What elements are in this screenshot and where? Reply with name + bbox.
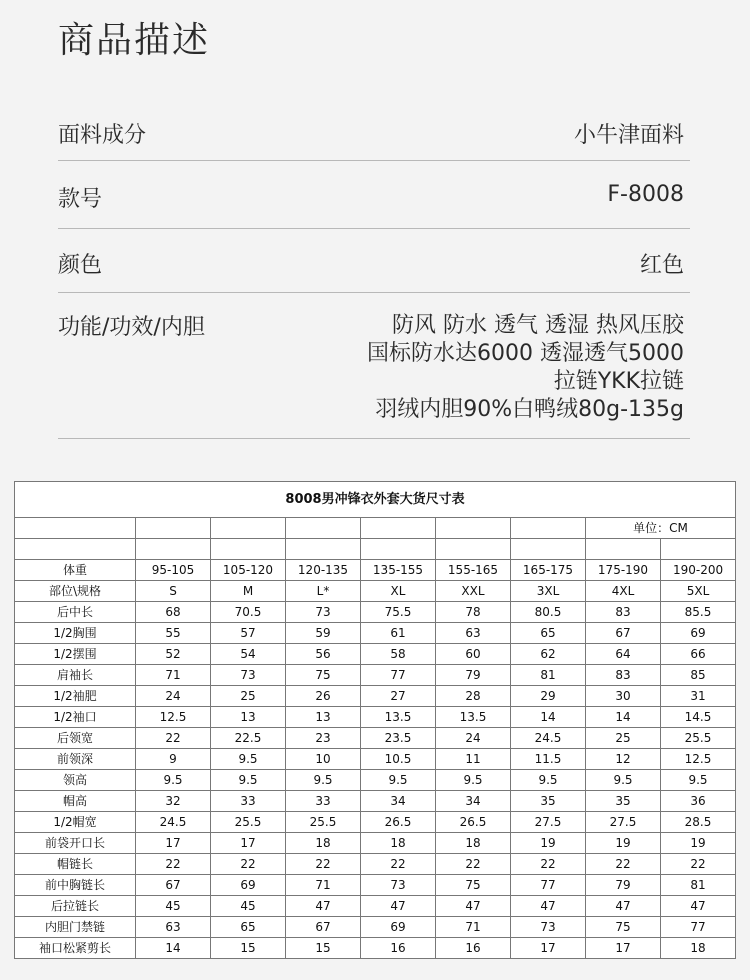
table-row <box>15 707 736 728</box>
measurement-value: 59 <box>286 623 361 644</box>
measurement-name: 1/2摆围 <box>15 644 136 665</box>
weight-row <box>15 560 736 581</box>
table-row <box>15 938 736 959</box>
measurement-value: 75 <box>586 917 661 938</box>
measurement-value: 33 <box>211 791 286 812</box>
empty-cell <box>136 518 211 539</box>
measurement-value: 35 <box>511 791 586 812</box>
measurement-value: 17 <box>136 833 211 854</box>
measurement-value: 9 <box>136 749 211 770</box>
measurement-value: 15 <box>211 938 286 959</box>
measurement-value: 22 <box>361 854 436 875</box>
measurement-value: 83 <box>586 602 661 623</box>
measurement-value: 64 <box>586 644 661 665</box>
function-line: 拉链YKK拉链 <box>553 369 684 394</box>
measurement-value: 19 <box>511 833 586 854</box>
measurement-value: 71 <box>436 917 511 938</box>
measurement-value: 68 <box>136 602 211 623</box>
measurement-value: 47 <box>436 896 511 917</box>
measurement-value: 32 <box>136 791 211 812</box>
measurement-value: 47 <box>586 896 661 917</box>
weight-cell: 165-175 <box>511 560 586 581</box>
table-row <box>15 812 736 833</box>
size-cell: XXL <box>436 581 511 602</box>
size-cell: M <box>211 581 286 602</box>
measurement-value: 16 <box>361 938 436 959</box>
measurement-value: 11 <box>436 749 511 770</box>
measurement-value: 69 <box>661 623 736 644</box>
size-cell: 5XL <box>661 581 736 602</box>
measurement-value: 12 <box>586 749 661 770</box>
empty-cell <box>15 518 136 539</box>
divider <box>58 228 690 229</box>
empty-cell <box>511 539 586 560</box>
size-cell: XL <box>361 581 436 602</box>
measurement-value: 27.5 <box>586 812 661 833</box>
table-row <box>15 770 736 791</box>
measurement-value: 45 <box>211 896 286 917</box>
empty-cell <box>361 518 436 539</box>
table-row <box>15 833 736 854</box>
measurement-name: 后领宽 <box>15 728 136 749</box>
measurement-value: 56 <box>286 644 361 665</box>
measurement-value: 67 <box>586 623 661 644</box>
empty-cell <box>211 539 286 560</box>
measurement-value: 26.5 <box>361 812 436 833</box>
measurement-value: 25 <box>211 686 286 707</box>
table-row <box>15 749 736 770</box>
measurement-value: 9.5 <box>286 770 361 791</box>
measurement-value: 26.5 <box>436 812 511 833</box>
measurement-value: 22 <box>586 854 661 875</box>
measurement-value: 26 <box>286 686 361 707</box>
weight-cell: 105-120 <box>211 560 286 581</box>
measurement-value: 55 <box>136 623 211 644</box>
style-number-label: 款号 <box>58 187 103 212</box>
table-row <box>15 665 736 686</box>
empty-cell <box>436 518 511 539</box>
measurement-name: 领高 <box>15 770 136 791</box>
empty-cell <box>286 539 361 560</box>
measurement-value: 47 <box>286 896 361 917</box>
table-row <box>15 644 736 665</box>
measurement-value: 81 <box>511 665 586 686</box>
size-row <box>15 581 736 602</box>
measurement-value: 80.5 <box>511 602 586 623</box>
measurement-value: 67 <box>286 917 361 938</box>
function-value <box>367 312 684 424</box>
measurement-value: 23 <box>286 728 361 749</box>
measurement-value: 67 <box>136 875 211 896</box>
table-row <box>15 854 736 875</box>
table-row <box>15 896 736 917</box>
measurement-value: 71 <box>286 875 361 896</box>
measurement-value: 15 <box>286 938 361 959</box>
measurement-value: 69 <box>361 917 436 938</box>
measurement-value: 9.5 <box>211 770 286 791</box>
measurement-value: 25.5 <box>286 812 361 833</box>
measurement-name: 1/2胸围 <box>15 623 136 644</box>
measurement-value: 17 <box>511 938 586 959</box>
fabric-label: 面料成分 <box>58 123 147 148</box>
spec-header: 部位\规格 <box>15 581 136 602</box>
measurement-value: 22.5 <box>211 728 286 749</box>
measurement-value: 34 <box>436 791 511 812</box>
empty-cell <box>511 518 586 539</box>
measurement-value: 9.5 <box>136 770 211 791</box>
measurement-value: 83 <box>586 665 661 686</box>
measurement-value: 75 <box>436 875 511 896</box>
measurement-value: 17 <box>586 938 661 959</box>
size-cell: L* <box>286 581 361 602</box>
measurement-value: 14 <box>586 707 661 728</box>
measurement-value: 57 <box>211 623 286 644</box>
measurement-value: 58 <box>361 644 436 665</box>
size-table <box>14 481 735 959</box>
function-line: 防风 防水 透气 透湿 热风压胶 <box>392 313 684 338</box>
measurement-value: 12.5 <box>136 707 211 728</box>
measurement-value: 28.5 <box>661 812 736 833</box>
measurement-value: 24.5 <box>136 812 211 833</box>
measurement-value: 9.5 <box>511 770 586 791</box>
measurement-name: 帽高 <box>15 791 136 812</box>
size-table-title: 8008男冲锋衣外套大货尺寸表 <box>15 482 736 518</box>
measurement-value: 18 <box>361 833 436 854</box>
measurement-value: 63 <box>136 917 211 938</box>
measurement-name: 1/2帽宽 <box>15 812 136 833</box>
color-label: 颜色 <box>58 253 103 278</box>
measurement-value: 25.5 <box>211 812 286 833</box>
measurement-value: 13.5 <box>361 707 436 728</box>
measurement-value: 60 <box>436 644 511 665</box>
measurement-value: 11.5 <box>511 749 586 770</box>
measurement-name: 前袋开口长 <box>15 833 136 854</box>
measurement-value: 36 <box>661 791 736 812</box>
measurement-value: 47 <box>361 896 436 917</box>
measurement-value: 73 <box>286 602 361 623</box>
function-label: 功能/功效/内胆 <box>58 315 205 340</box>
measurement-value: 16 <box>436 938 511 959</box>
empty-cell <box>586 539 661 560</box>
measurement-value: 47 <box>511 896 586 917</box>
measurement-value: 77 <box>361 665 436 686</box>
empty-cell <box>136 539 211 560</box>
measurement-value: 10 <box>286 749 361 770</box>
color-value: 红色 <box>639 253 684 278</box>
measurement-value: 47 <box>661 896 736 917</box>
empty-cell <box>211 518 286 539</box>
measurement-name: 1/2袖口 <box>15 707 136 728</box>
weight-cell: 175-190 <box>586 560 661 581</box>
measurement-name: 前中胸链长 <box>15 875 136 896</box>
measurement-name: 后中长 <box>15 602 136 623</box>
divider <box>58 160 690 161</box>
measurement-value: 9.5 <box>211 749 286 770</box>
measurement-value: 81 <box>661 875 736 896</box>
measurement-value: 14.5 <box>661 707 736 728</box>
empty-cell <box>15 539 136 560</box>
measurement-value: 52 <box>136 644 211 665</box>
measurement-value: 27.5 <box>511 812 586 833</box>
page-title: 商品描述 <box>58 20 211 61</box>
measurement-value: 65 <box>511 623 586 644</box>
measurement-value: 71 <box>136 665 211 686</box>
measurement-value: 9.5 <box>361 770 436 791</box>
size-cell: 4XL <box>586 581 661 602</box>
weight-cell: 190-200 <box>661 560 736 581</box>
weight-cell: 120-135 <box>286 560 361 581</box>
measurement-value: 29 <box>511 686 586 707</box>
measurement-value: 79 <box>586 875 661 896</box>
measurement-value: 18 <box>286 833 361 854</box>
measurement-name: 前领深 <box>15 749 136 770</box>
measurement-name: 后拉链长 <box>15 896 136 917</box>
measurement-value: 85 <box>661 665 736 686</box>
table-row <box>15 623 736 644</box>
measurement-value: 19 <box>661 833 736 854</box>
size-cell: 3XL <box>511 581 586 602</box>
measurement-value: 85.5 <box>661 602 736 623</box>
measurement-name: 1/2袖肥 <box>15 686 136 707</box>
measurement-value: 45 <box>136 896 211 917</box>
measurement-name: 帽链长 <box>15 854 136 875</box>
measurement-value: 30 <box>586 686 661 707</box>
measurement-value: 77 <box>661 917 736 938</box>
measurement-value: 18 <box>661 938 736 959</box>
measurement-value: 9.5 <box>661 770 736 791</box>
measurement-value: 17 <box>211 833 286 854</box>
table-row <box>15 791 736 812</box>
measurement-value: 14 <box>511 707 586 728</box>
table-row <box>15 728 736 749</box>
measurement-value: 33 <box>286 791 361 812</box>
measurement-value: 24 <box>436 728 511 749</box>
measurement-value: 9.5 <box>436 770 511 791</box>
function-line: 国标防水达6000 透湿透气5000 <box>367 341 684 366</box>
measurement-value: 10.5 <box>361 749 436 770</box>
fabric-value: 小牛津面料 <box>573 123 684 148</box>
measurement-value: 70.5 <box>211 602 286 623</box>
measurement-value: 22 <box>511 854 586 875</box>
size-cell: S <box>136 581 211 602</box>
measurement-value: 19 <box>586 833 661 854</box>
measurement-value: 18 <box>436 833 511 854</box>
measurement-value: 13 <box>286 707 361 728</box>
measurement-value: 25 <box>586 728 661 749</box>
size-chart-table <box>14 481 736 959</box>
measurement-value: 62 <box>511 644 586 665</box>
measurement-value: 22 <box>136 854 211 875</box>
weight-cell: 135-155 <box>361 560 436 581</box>
measurement-value: 54 <box>211 644 286 665</box>
measurement-name: 袖口松紧剪长 <box>15 938 136 959</box>
divider <box>58 292 690 293</box>
measurement-name: 内胆门禁链 <box>15 917 136 938</box>
measurement-value: 13.5 <box>436 707 511 728</box>
table-row <box>15 875 736 896</box>
weight-header: 体重 <box>15 560 136 581</box>
measurement-value: 31 <box>661 686 736 707</box>
measurement-value: 73 <box>511 917 586 938</box>
measurement-value: 73 <box>211 665 286 686</box>
measurement-value: 25.5 <box>661 728 736 749</box>
empty-cell <box>436 539 511 560</box>
empty-cell <box>286 518 361 539</box>
measurement-value: 77 <box>511 875 586 896</box>
measurement-value: 75.5 <box>361 602 436 623</box>
measurement-value: 9.5 <box>586 770 661 791</box>
measurement-value: 23.5 <box>361 728 436 749</box>
measurement-value: 28 <box>436 686 511 707</box>
empty-cell <box>661 539 736 560</box>
weight-cell: 155-165 <box>436 560 511 581</box>
measurement-value: 35 <box>586 791 661 812</box>
measurement-value: 78 <box>436 602 511 623</box>
measurement-value: 22 <box>661 854 736 875</box>
measurement-value: 22 <box>136 728 211 749</box>
table-row <box>15 686 736 707</box>
measurement-value: 13 <box>211 707 286 728</box>
measurement-value: 66 <box>661 644 736 665</box>
measurement-value: 75 <box>286 665 361 686</box>
table-row <box>15 602 736 623</box>
measurement-value: 63 <box>436 623 511 644</box>
measurement-value: 73 <box>361 875 436 896</box>
function-line: 羽绒内胆90%白鸭绒80g-135g <box>375 397 684 422</box>
measurement-value: 24 <box>136 686 211 707</box>
measurement-value: 14 <box>136 938 211 959</box>
measurement-value: 22 <box>211 854 286 875</box>
measurement-value: 22 <box>286 854 361 875</box>
measurement-value: 24.5 <box>511 728 586 749</box>
measurement-value: 69 <box>211 875 286 896</box>
measurement-value: 65 <box>211 917 286 938</box>
measurement-value: 22 <box>436 854 511 875</box>
measurement-value: 61 <box>361 623 436 644</box>
measurement-value: 79 <box>436 665 511 686</box>
measurement-value: 12.5 <box>661 749 736 770</box>
measurement-value: 27 <box>361 686 436 707</box>
unit-label: 单位：CM <box>586 518 736 539</box>
table-row <box>15 917 736 938</box>
divider <box>58 438 690 439</box>
empty-cell <box>361 539 436 560</box>
measurement-name: 肩袖长 <box>15 665 136 686</box>
style-number-value: F-8008 <box>607 182 684 207</box>
weight-cell: 95-105 <box>136 560 211 581</box>
measurement-value: 34 <box>361 791 436 812</box>
